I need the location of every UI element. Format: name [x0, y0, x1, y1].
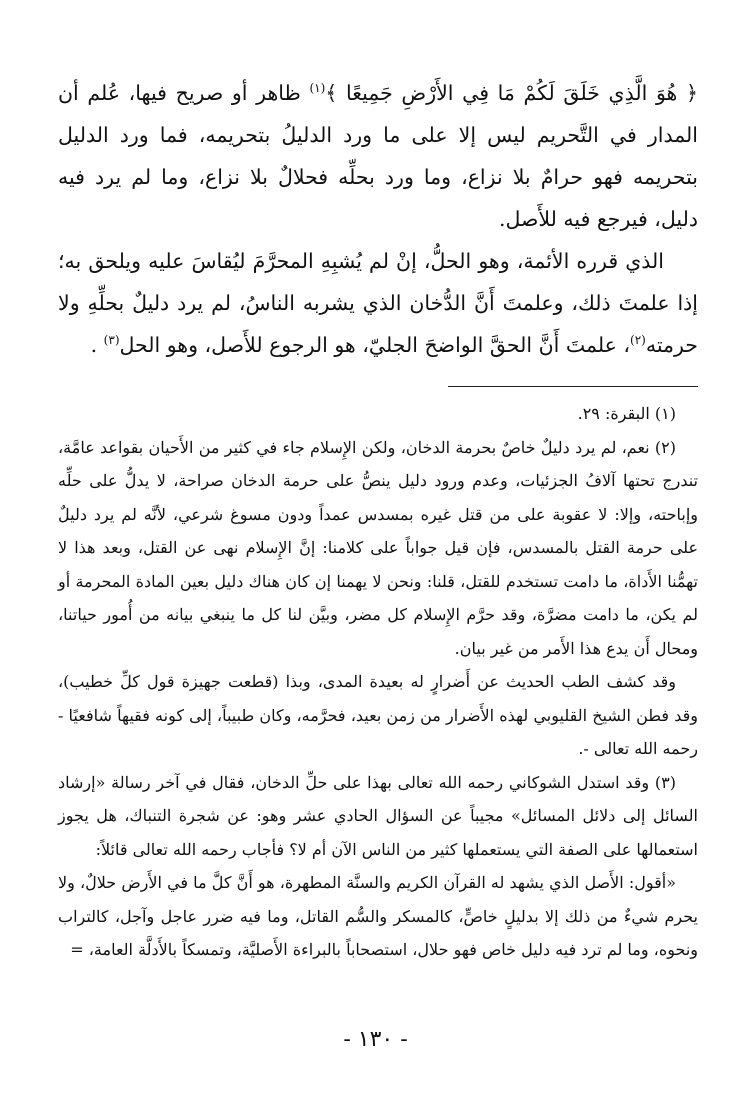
- page-body: [58, 72, 698, 967]
- paragraph-2-end: .: [90, 333, 104, 357]
- paragraph-2-tail: ، علمتَ أَنَّ الحقَّ الواضحَ الجليّ، هو الرجوع للأَصل، وهو الحل: [119, 333, 631, 357]
- paragraph-2: [58, 240, 698, 366]
- paragraph-2-text: الذي قرره الأئمة، وهو الحلُّ، إنْ لم يُشبِهِ المحرَّمَ ليُقاسَ عليه ويلحق به؛ إذا علمتَ ذلك، وعلمتَ أَنَّ الدُّخان الذي يشربه الناسُ، لم يرد دليلٌ بحلِّهِ ولا حرمته: [58, 249, 698, 357]
- paragraph-1: [58, 72, 698, 240]
- footnote-separator: [448, 386, 698, 387]
- footnote-ref-1: (١): [309, 81, 326, 96]
- footnote-3-quote: «أقول: الأَصل الذي يشهد له القرآن الكريم والسنَّة المطهرة، هو أَنَّ كلَّ ما في الأَرض حلالٌ، ولا يحرم شيءٌ من ذلك إلا بدليلٍ خاصٍّ، كالمسكر والسُّم القاتل، وما فيه ضرر عاجل وآجل، كالتراب ونحوه، وما لم ترد فيه دليل خاص فهو حلال، استصحاباً بالبراءة الأَصليَّة، وتمسكاً بالأَدلَّة العامة، =: [58, 873, 698, 959]
- footnotes: [58, 397, 698, 967]
- quran-verse: ﴿ هُوَ الَّذِي خَلَقَ لَكُمْ مَا فِي الأَرْضِ جَمِيعًا ﴾: [325, 81, 698, 105]
- footnote-3: (٣) وقد استدل الشوكاني رحمه الله تعالى بهذا على حلِّ الدخان، فقال في آخر رسالة «إرشاد السائل إلى دلائل المسائل» مجيباً عن السؤال الحادي عشر وهو: عن شجرة التنباك، هل يجوز استعمالها على الصفة التي يستعملها كثير من الناس الآن أم لا؟ فأجاب رحمه الله تعالى قائلاً:: [58, 772, 698, 859]
- page-number: - ١٣٠ -: [343, 1027, 408, 1052]
- footnote-2-continued: وقد كشف الطب الحديث عن أَضرارٍ له بعيدة المدى، وبذا (قطعت جهيزة قول كلِّ خطيب)، وقد فطن الشيخ القليوبي لهذه الأَضرار من زمن بعيد، فحرَّمه، وكان طبيباً، إلى كونه فقيهاً شافعيًا - رحمه الله تعالى -.: [58, 672, 698, 758]
- main-text: [58, 72, 698, 366]
- footnote-1: (١) البقرة: ٢٩.: [577, 404, 676, 423]
- footnote-ref-3: (٣): [103, 333, 120, 348]
- footnote-2: (٢) نعم، لم يرد دليلٌ خاصٌ بحرمة الدخان، ولكن الإِسلام جاء في كثير من الأَحيان بقواعد عامَّة، تندرج تحتها آلافُ الجزئيات، وعدم ورود دليل ينصُّ على حرمة الدخان صراحة، لا يدلُّ على حلِّه وإباحته، وإلا: لا عقوبة على من قتل غيره بمسدس عمداً ودون مسوغ شرعي، لأنَّه لم يرد دليلٌ على حرمة القتل بالمسدس، فإن قيل جواباً على كلامنا: إنَّ الإِسلام نهى عن القتل، وبعد هذا لا تهمُّنا الأَداة، ما دامت تستخدم للقتل، قلنا: ونحن لا يهمنا إن كان هناك دليل بعين المادة المحرمة أو لم يكن، ما دامت مضرَّة، وقد حرَّم الإِسلام كل مضر، وبيَّن لنا كل ما ينبغي بيانه من أُمور حياتنا، ومحال أَن يدع هذا الأَمر من غير بيان.: [58, 437, 699, 658]
- paragraph-1-text: ظاهر أو صريح فيها، عُلم أن المدار في التَّحريم ليس إلا على ما ورد الدليلُ بتحريمه، فما ورد الدليل بتحريمه فهو حرامٌ بلا نزاع، وما ورد بحلِّه فحلالٌ بلا نزاع، وما لم يرد فيه دليل، فيرجع فيه للأَصل.: [58, 81, 698, 231]
- footnote-ref-2: (٢): [630, 333, 646, 348]
